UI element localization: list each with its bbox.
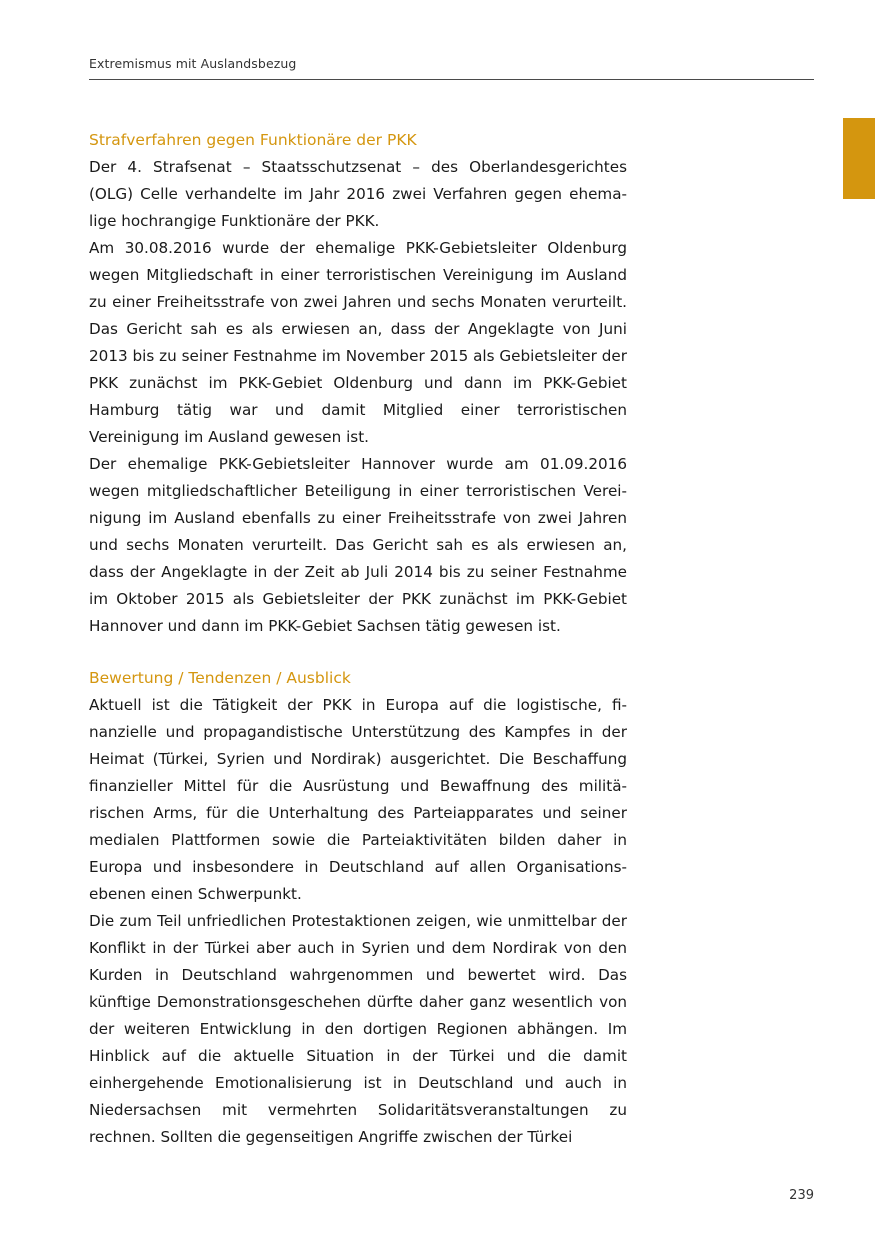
paragraph: Der ehemalige PKK-Gebietsleiter Hannover wurde am 01.09.2016 wegen mitgliedschaftlicher Beteiligung in einer terroristischen Vereinigung im Ausland ebenfalls zu einer Freiheitsstrafe von zwei Jahren und sechs Monaten verurteilt. Das Gericht sah es als erwiesen an, dass der Angeklagte in der Zeit ab Juli 2014 bis zu seiner Festnahme im Oktober 2015 als Gebietsleiter der PKK zunächst im PKK-Gebiet Hannover und dann im PKK-Gebiet Sachsen tätig gewesen ist. bbox=[89, 455, 627, 635]
paragraph: Die zum Teil unfriedlichen Protestaktionen zeigen, wie unmittelbar der Konflikt in der Türkei aber auch in Syrien und dem Nordirak von den Kurden in Deutschland wahrgenommen und bewertet wird. Das künftige Demonstrationsgeschehen dürfte daher ganz wesentlich von der weiteren Entwicklung in den dortigen Regionen abhängen. Im Hinblick auf die aktuelle Situation in der Türkei und die damit einhergehende Emotionalisierung ist in Deutschland und auch in Niedersachsen mit vermehrten Solidaritätsveranstaltungen zu rechnen. Sollten die gegenseitigen Angriffe zwischen der Türkei bbox=[89, 912, 627, 1146]
header-rule bbox=[89, 79, 814, 80]
running-head: Extremismus mit Auslandsbezug bbox=[89, 56, 297, 71]
paragraph: Am 30.08.2016 wurde der ehemalige PKK-Gebietsleiter Oldenburg wegen Mitgliedschaft in einer terroristischen Vereinigung im Ausland zu einer Freiheitsstrafe von zwei Jahren und sechs Monaten verurteilt. Das Gericht sah es als erwiesen an, dass der Angeklagte von Juni 2013 bis zu seiner Festnahme im November 2015 als Gebietsleiter der PKK zunächst im PKK-Gebiet Oldenburg und dann im PKK-Gebiet Hamburg tätig war und damit Mitglied einer terroristischen Vereinigung im Ausland gewesen ist. bbox=[89, 239, 627, 446]
chapter-tab-marker bbox=[843, 118, 875, 199]
section-spacer bbox=[89, 640, 627, 665]
section-heading-bewertung: Bewertung / Tendenzen / Ausblick bbox=[89, 669, 351, 687]
paragraph: Aktuell ist die Tätigkeit der PKK in Europa auf die logistische, finanzielle und propagandistische Unterstützung des Kampfes in der Heimat (Türkei, Syrien und Nordirak) ausgerichtet. Die Beschaffung finanzieller Mittel für die Ausrüstung und Bewaffnung des militärischen Arms, für die Unterhaltung des Parteiapparates und seiner medialen Plattformen sowie die Parteiaktivitäten bilden daher in Europa und insbesondere in Deutschland auf allen Organisationsebenen einen Schwerpunkt. bbox=[89, 696, 627, 903]
page-number: 239 bbox=[789, 1188, 814, 1203]
section-heading-strafverfahren: Strafverfahren gegen Funktionäre der PKK bbox=[89, 131, 417, 149]
paragraph: Der 4. Strafsenat – Staatsschutzsenat – des Oberlandesgerichtes (OLG) Celle verhandelte im Jahr 2016 zwei Verfahren gegen ehemalige hochrangige Funktionäre der PKK. bbox=[89, 158, 627, 230]
main-text-column bbox=[89, 127, 627, 1151]
